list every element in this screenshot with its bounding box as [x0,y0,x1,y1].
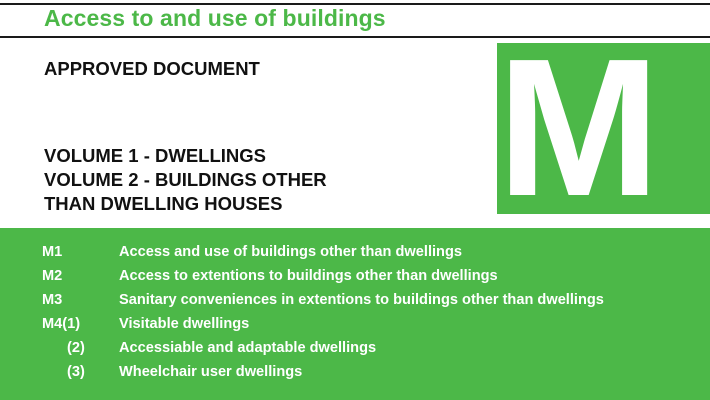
volume-line: VOLUME 2 - BUILDINGS OTHER [44,169,327,190]
section-row [0,240,710,264]
section-row [0,336,710,360]
section-code: M2 [42,268,63,284]
document-letter-block [497,43,710,214]
section-row [0,264,710,288]
section-row [0,312,710,336]
section-code: M3 [42,292,63,308]
header-divider [0,36,710,38]
volume-list [44,144,327,216]
section-code: (2) [67,340,85,356]
section-code: M1 [42,244,63,260]
volume-line: THAN DWELLING HOUSES [44,193,283,214]
document-letter: M [497,43,661,214]
volume-line: VOLUME 1 - DWELLINGS [44,145,266,166]
section-row [0,288,710,312]
section-title: Sanitary conveniences in extentions to buildings other than dwellings [119,292,604,308]
section-title: Visitable dwellings [119,316,250,332]
section-code: M4(1) [42,316,81,332]
document-label: APPROVED DOCUMENT [44,58,260,79]
section-title: Access and use of buildings other than dwellings [119,244,463,260]
section-title: Wheelchair user dwellings [119,364,303,380]
section-row [0,360,710,384]
section-code: (3) [67,364,85,380]
sections-band [0,228,710,400]
section-title: Accessiable and adaptable dwellings [119,340,377,356]
page-title: Access to and use of buildings [44,5,386,31]
section-title: Access to extentions to buildings other than dwellings [119,268,498,284]
